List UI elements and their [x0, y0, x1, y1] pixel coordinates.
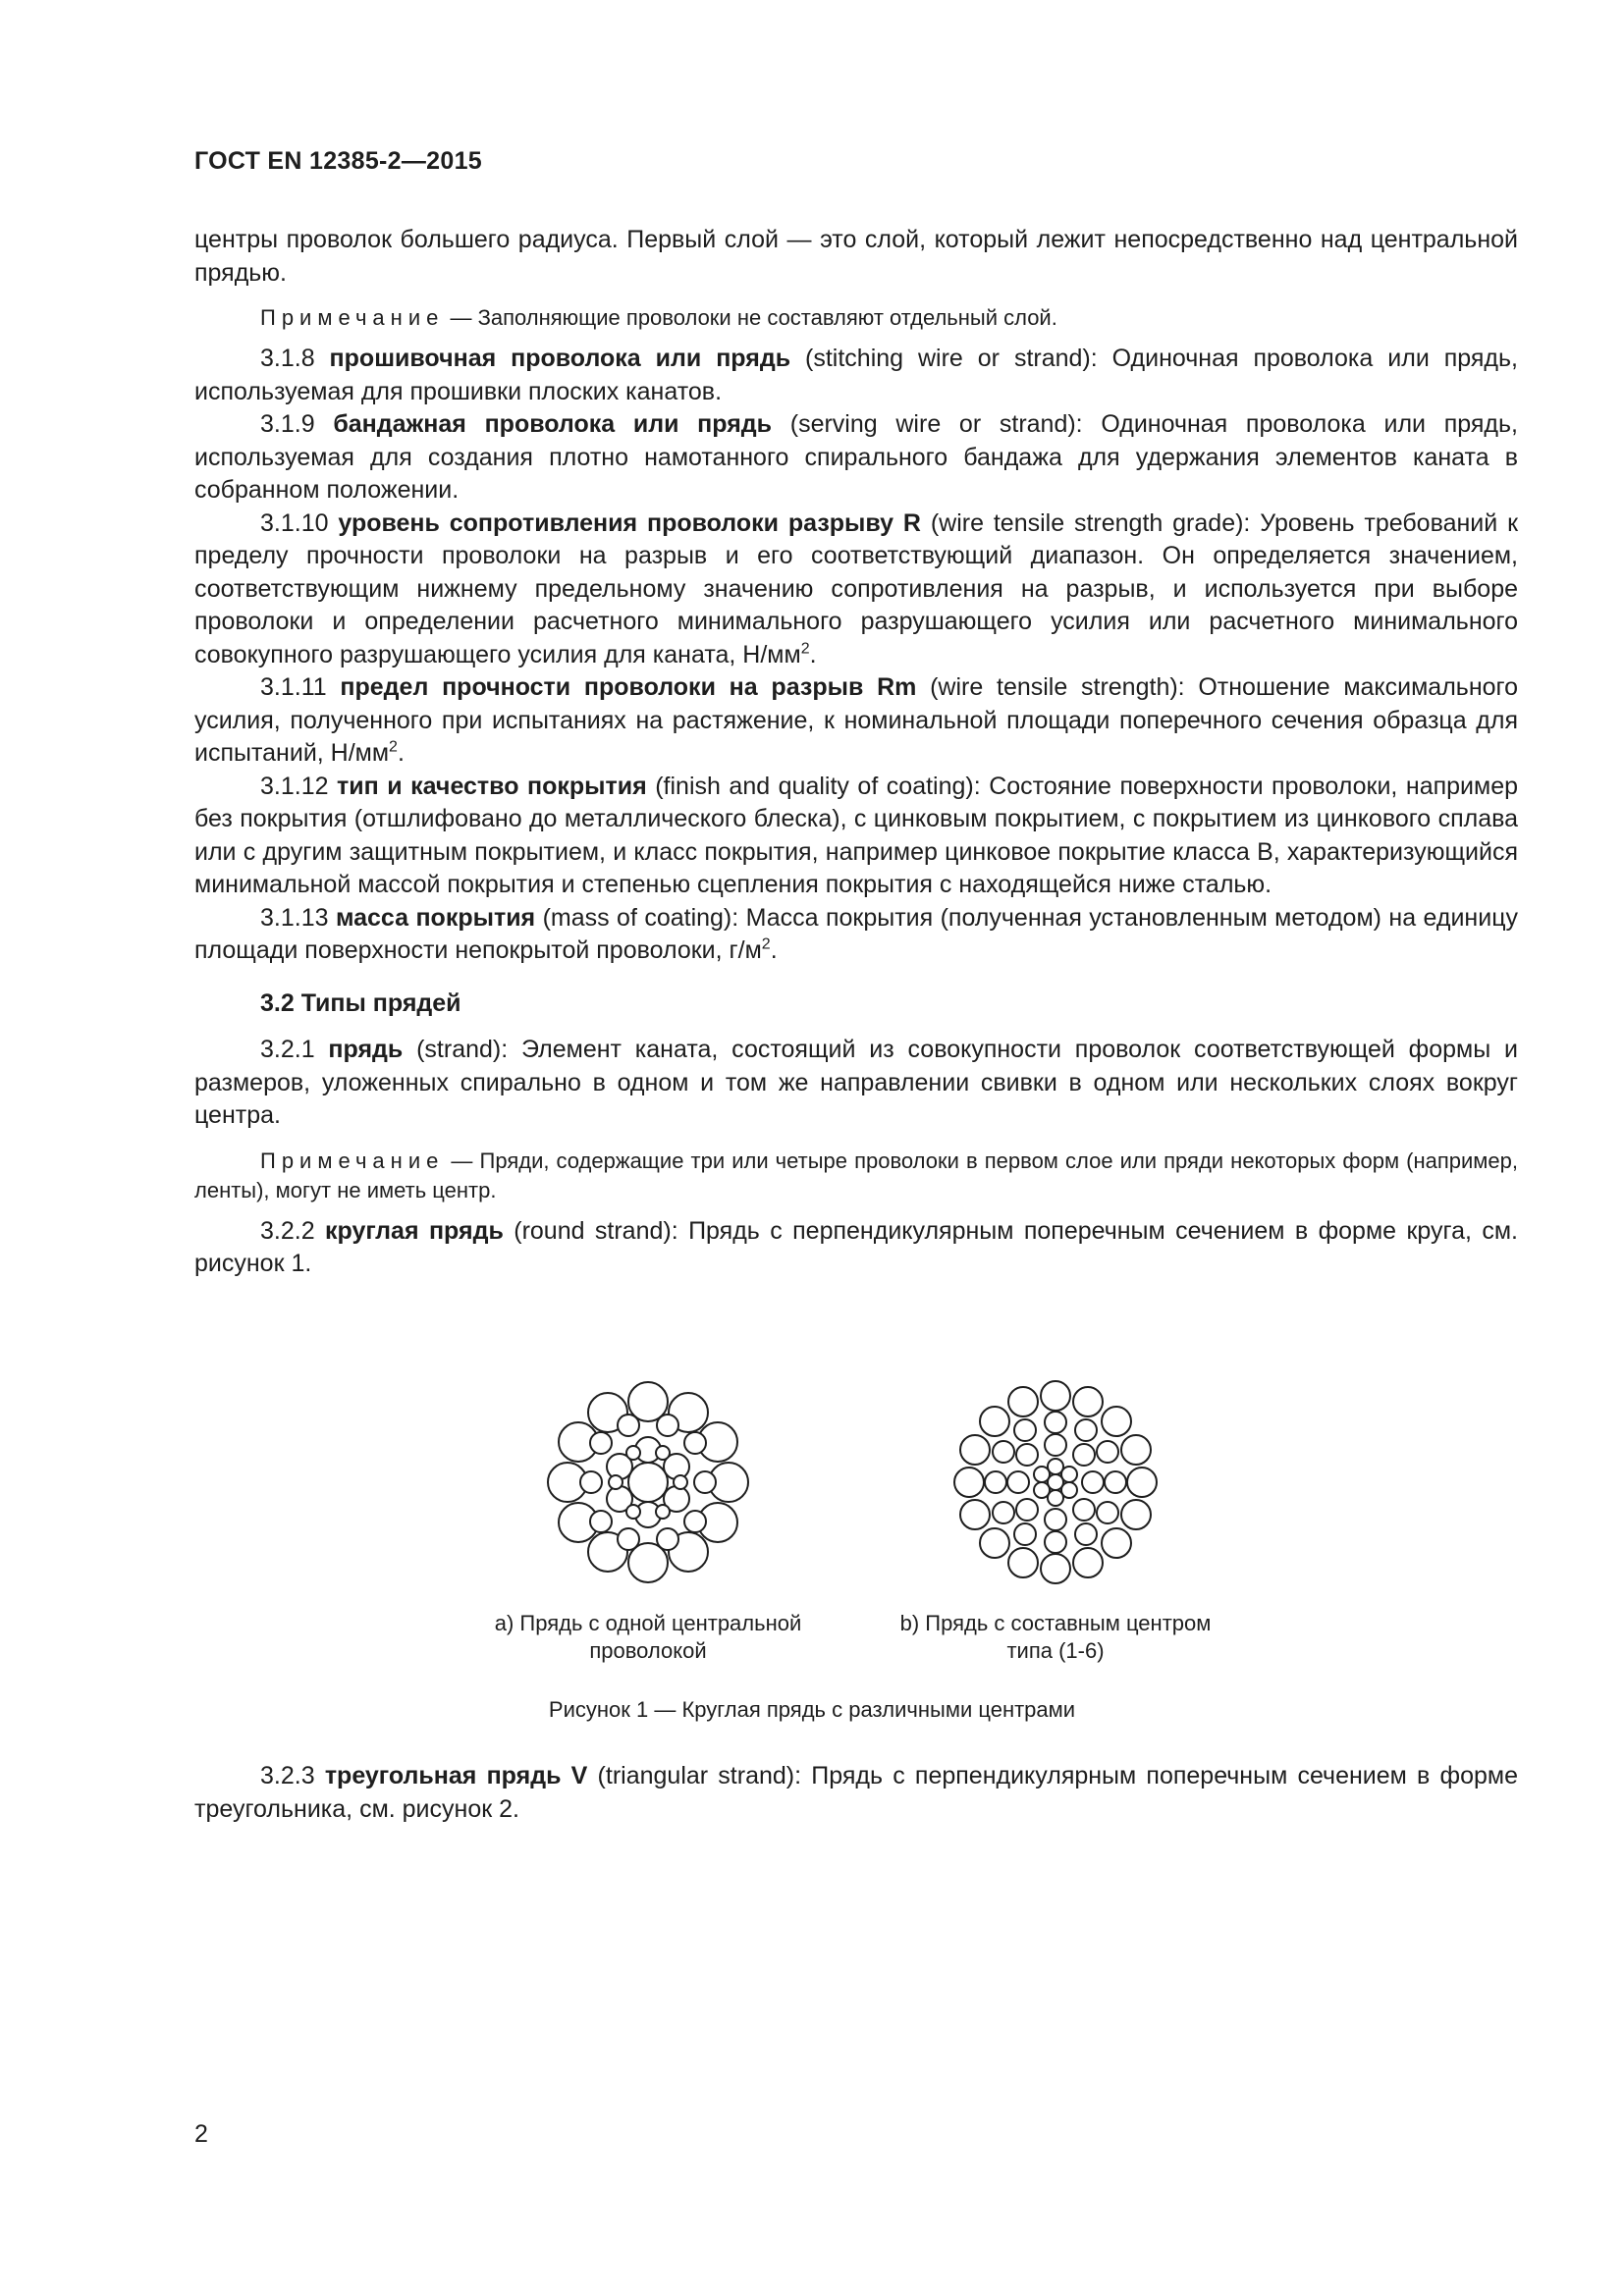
- item-3-1-10: [194, 507, 1518, 672]
- outer-wire: [980, 1407, 1009, 1436]
- inner-wire: [1014, 1419, 1036, 1441]
- outer-wire: [1102, 1528, 1131, 1558]
- inner-wire: [694, 1471, 716, 1493]
- item-3-1-8: [194, 343, 1518, 408]
- wire: [1034, 1482, 1050, 1498]
- middle-wire: [1016, 1444, 1038, 1466]
- item-number: 3.1.13: [260, 903, 336, 932]
- filler-wire: [626, 1446, 640, 1460]
- inner-wire: [1045, 1531, 1066, 1553]
- outer-wire: [1121, 1435, 1151, 1465]
- middle-wire: [1073, 1444, 1095, 1466]
- item-number: 3.1.11: [260, 673, 341, 701]
- item-end: .: [809, 640, 817, 668]
- middle-wire: [1045, 1434, 1066, 1456]
- figure-1b-strand-compound-center: [947, 1374, 1164, 1590]
- inner-wire: [618, 1415, 639, 1436]
- item-term: масса покрытия: [335, 903, 536, 932]
- outer-wire: [1073, 1548, 1103, 1577]
- outer-wire: [960, 1500, 990, 1529]
- page-number: 2: [194, 2120, 208, 2148]
- center-wire: [628, 1463, 668, 1502]
- item-term: уровень сопротивления проволоки разрыву R: [338, 508, 921, 537]
- caption-line: b) Прядь с составным центром: [899, 1611, 1212, 1635]
- item-3-1-13: [194, 902, 1518, 968]
- wire: [1061, 1467, 1077, 1482]
- item-3-1-12: [194, 771, 1518, 902]
- figure-1a-caption: [461, 1610, 835, 1665]
- note-1-dash: —: [444, 305, 478, 330]
- note-2: [194, 1147, 1518, 1205]
- item-term: бандажная проволока или прядь: [333, 410, 773, 438]
- inner-wire: [1075, 1523, 1097, 1545]
- outer-wire: [1127, 1468, 1157, 1497]
- item-term: треугольная прядь V: [324, 1762, 588, 1789]
- filler-wire: [656, 1446, 670, 1460]
- inner-wire: [993, 1502, 1014, 1523]
- item-number: 3.1.9: [260, 410, 334, 438]
- standard-code-header: ГОСТ EN 12385-2—2015: [194, 147, 482, 175]
- item-term: предел прочности проволоки на разрыв Rm: [340, 673, 917, 701]
- item-text: (finish and quality of coating): Состояние поверхности проволоки, например без покрытия (отшлифовано до металлического блеска), с цинковым покрытием, с покрытием из цинкового сплава или с другим защитным покрытием, и класс покрытия, например цинковое покрытие класса В, характеризующийся минимальной массой покрытия и степенью сцепления покрытия с находящейся ниже сталью.: [194, 772, 1519, 898]
- filler-wire: [626, 1505, 640, 1519]
- item-text: (wire tensile strength grade): Уровень требований к пределу прочности проволоки на разрыв и его соответствующий диапазон. Он определяется значением, соответствующим нижнему предельному значению сопротивления на разрыв, и используется при выборе проволоки и определении расчетного минимального разрушающего усилия или расчетного минимального совокупного разрушающего усилия для каната, Н/мм: [194, 508, 1519, 668]
- item-text: (serving wire or strand): Одиночная проволока или прядь, используемая для создания плотно намотанного спирального бандажа для удержания элементов каната в собранном положении.: [194, 410, 1518, 504]
- intro-paragraph: центры проволок большего радиуса. Первый слой — это слой, который лежит непосредственно над центральной прядью.: [194, 226, 1518, 287]
- inner-wire: [657, 1528, 678, 1550]
- inner-wire: [1105, 1471, 1126, 1493]
- middle-wire: [1016, 1499, 1038, 1521]
- wire: [1034, 1467, 1050, 1482]
- filler-wire: [609, 1475, 623, 1489]
- item-3-2-3: [194, 1760, 1518, 1826]
- inner-wire: [580, 1471, 602, 1493]
- inner-wire: [684, 1511, 706, 1532]
- item-number: 3.2.2: [260, 1216, 326, 1245]
- inner-wire: [1097, 1441, 1118, 1463]
- caption-line: типа (1-6): [1006, 1638, 1105, 1663]
- inner-wire: [657, 1415, 678, 1436]
- outer-wire: [954, 1468, 984, 1497]
- item-number: 3.2.1: [260, 1036, 329, 1063]
- note-1-text: Заполняющие проволоки не составляют отдельный слой.: [477, 305, 1057, 330]
- inner-wire: [618, 1528, 639, 1550]
- caption-line: проволокой: [589, 1638, 707, 1663]
- filler-wire: [656, 1505, 670, 1519]
- middle-wire: [1007, 1471, 1029, 1493]
- outer-wire: [1041, 1381, 1070, 1411]
- outer-wire: [1041, 1554, 1070, 1583]
- note-2-text: Пряди, содержащие три или четыре проволоки в первом слое или пряди некоторых форм (например, ленты), могут не иметь центр.: [194, 1148, 1518, 1202]
- item-3-2-2: [194, 1215, 1518, 1281]
- figure-1a-strand-single-center: [540, 1374, 756, 1590]
- item-text: (mass of coating): Масса покрытия (полученная установленным методом) на единицу площади поверхности непокрытой проволоки, г/м: [194, 903, 1519, 964]
- item-end: .: [397, 739, 405, 767]
- text-block-lower: [194, 1760, 1518, 1826]
- superscript: 2: [761, 935, 771, 953]
- outer-wire: [1121, 1500, 1151, 1529]
- item-3-2-1: [194, 1034, 1518, 1133]
- item-number: 3.2.3: [260, 1762, 325, 1789]
- item-end: .: [770, 936, 778, 964]
- item-number: 3.1.12: [260, 772, 338, 800]
- inner-wire: [590, 1432, 612, 1454]
- inner-wire: [985, 1471, 1006, 1493]
- item-term: тип и качество покрытия: [337, 772, 647, 800]
- item-term: прошивочная проволока или прядь: [329, 345, 791, 372]
- inner-wire: [1045, 1412, 1066, 1433]
- item-text: (round strand): Прядь с перпендикулярным поперечным сечением в форме круга, см. рисунок 1.: [194, 1216, 1518, 1277]
- item-term: круглая прядь: [325, 1216, 504, 1245]
- item-number: 3.1.10: [260, 508, 339, 537]
- item-text: (strand): Элемент каната, состоящий из совокупности проволок соответствующей формы и размеров, уложенных спирально в одном и том же направлении свивки в одном или нескольких слоях вокруг центра.: [194, 1036, 1518, 1129]
- filler-wire: [674, 1475, 687, 1489]
- outer-wire: [1008, 1387, 1038, 1416]
- inner-wire: [1097, 1502, 1118, 1523]
- note-2-dash: —: [444, 1148, 480, 1173]
- superscript: 2: [800, 640, 810, 658]
- item-3-1-9: [194, 408, 1518, 507]
- item-text: (triangular strand): Прядь с перпендикулярным поперечным сечением в форме треугольника, см. рисунок 2.: [194, 1762, 1518, 1823]
- inner-wire: [684, 1432, 706, 1454]
- figure-1-title: Рисунок 1 — Круглая прядь с различными центрами: [548, 1697, 1076, 1722]
- inner-wire: [590, 1511, 612, 1532]
- superscript: 2: [389, 738, 398, 756]
- note-1-label: Примечание: [260, 305, 445, 330]
- item-number: 3.1.8: [260, 345, 330, 372]
- figure-1b-caption: [869, 1610, 1242, 1665]
- note-1: [194, 303, 1518, 333]
- inner-wire: [1075, 1419, 1097, 1441]
- section-3-2-title: 3.2 Типы прядей: [260, 988, 461, 1017]
- caption-line: а) Прядь с одной центральной: [494, 1611, 802, 1635]
- middle-wire: [1073, 1499, 1095, 1521]
- inner-wire: [993, 1441, 1014, 1463]
- outer-wire: [1073, 1387, 1103, 1416]
- item-text: (wire tensile strength): Отношение максимального усилия, полученного при испытаниях на растяжение, к номинальной площади поперечного сечения образца для испытаний, Н/мм: [194, 673, 1518, 767]
- text-block-upper: [194, 224, 1518, 1281]
- item-3-1-11: [194, 671, 1518, 771]
- outer-wire: [1102, 1407, 1131, 1436]
- item-term: прядь: [328, 1036, 404, 1063]
- note-2-label: Примечание: [260, 1148, 445, 1173]
- middle-wire: [1082, 1471, 1104, 1493]
- outer-wire: [960, 1435, 990, 1465]
- inner-wire: [1014, 1523, 1036, 1545]
- outer-wire: [980, 1528, 1009, 1558]
- item-text: (stitching wire or strand): Одиночная проволока или прядь, используемая для прошивки плоских канатов.: [194, 345, 1518, 405]
- outer-wire: [1008, 1548, 1038, 1577]
- middle-wire: [1045, 1509, 1066, 1530]
